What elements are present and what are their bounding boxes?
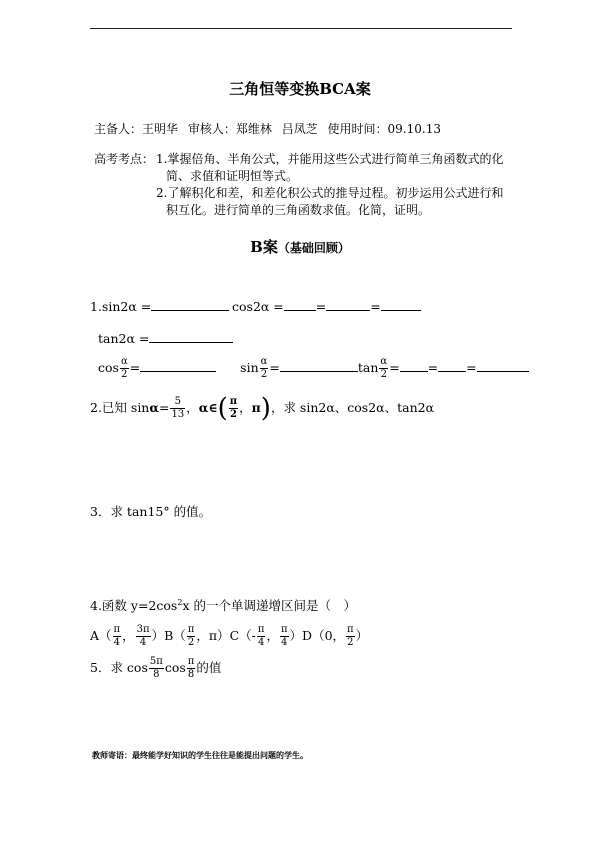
answer-blank[interactable] xyxy=(438,359,466,372)
reviewer-2: 吕凤芝 xyxy=(281,122,318,136)
exam-point-2-line-1: 2.了解积化和差，和差化积公式的推导过程。初步运用公式进行和 xyxy=(156,186,504,200)
answer-blank[interactable] xyxy=(149,330,233,343)
exam-point-2-line-2: 积互化。进行简单的三角函数求值。化简，证明。 xyxy=(166,203,431,217)
usage-date: 使用时间：09.10.13 xyxy=(327,122,441,136)
fraction: $\frac{\pi}{8}$ xyxy=(187,656,195,680)
answer-blank[interactable] xyxy=(381,298,421,311)
author-line xyxy=(94,120,447,137)
answer-blank[interactable] xyxy=(151,298,229,311)
exam-point-1-line-1: 1.掌握倍角、半角公式，并能用这些公式进行简单三角函数式的化 xyxy=(156,152,504,166)
question-4-options xyxy=(90,624,368,649)
exam-points-label: 高考考点： xyxy=(94,152,155,166)
q1-sin2: 1.sin2α = xyxy=(90,298,229,314)
fraction: $\frac{\pi}{2}$ xyxy=(229,396,238,420)
section-heading xyxy=(0,236,600,257)
option-a[interactable]: A（ $\frac{\pi}{4}$ ， $\frac{3\pi}{4}$ ） xyxy=(90,624,165,648)
fraction: $\frac{5\pi}{8}$ xyxy=(149,656,163,680)
page-title: 三角恒等变换BCA案 xyxy=(229,80,371,98)
answer-blank[interactable] xyxy=(284,298,316,311)
q1-cos2: cos2α = = = xyxy=(232,298,421,314)
fraction: $\frac{\alpha}{2}$ xyxy=(380,356,388,380)
answer-blank[interactable] xyxy=(280,359,358,372)
question-5: 5．求 cos $\frac{5\pi}{8}$ cos $\frac{\pi}{8}$ 的值 xyxy=(90,656,222,680)
teacher-message xyxy=(92,750,308,761)
fraction: $\frac{5}{13}$ xyxy=(171,396,185,420)
question-4: 4.函数 $y=2\cos^2x$ 的一个单调递增区间是（ ） xyxy=(90,597,356,613)
fraction: $\frac{\alpha}{2}$ xyxy=(120,356,128,380)
option-c[interactable]: C（- $\frac{\pi}{4}$ ， $\frac{\pi}{4}$ ） xyxy=(229,624,303,648)
option-d[interactable]: D（0， $\frac{\pi}{2}$ ） xyxy=(302,624,369,648)
answer-blank[interactable] xyxy=(140,359,216,372)
teacher-message-label: 教师寄语： xyxy=(92,750,132,760)
answer-blank[interactable] xyxy=(400,359,428,372)
author: 主备人：王明华 xyxy=(94,122,179,136)
section-subtitle: （基础回顾） xyxy=(277,241,350,255)
q1-tan2: tan2α = xyxy=(98,330,233,346)
answer-blank[interactable] xyxy=(326,298,370,311)
question-2: 2.已知 sinα= $\frac{5}{13}$ ，α∈( $\frac{\pi}{2}$ ，π)，求 sin2α、cos2α、tan2α xyxy=(90,393,435,424)
reviewer: 审核人：郑维林 xyxy=(187,122,272,136)
answer-blank[interactable] xyxy=(477,359,529,372)
section-title: B案 xyxy=(250,238,278,256)
q1-half-angle-row: cos $\frac{\alpha}{2}$ = sin $\frac{\alpha}{2}$ = tan $\frac{\alpha}{2}$ = = = xyxy=(98,356,529,381)
exam-point-1-line-2: 简、求值和证明恒等式。 xyxy=(166,169,299,183)
fraction: $\frac{\alpha}{2}$ xyxy=(260,356,268,380)
option-b[interactable]: B（ $\frac{\pi}{2}$ ，π） xyxy=(164,624,230,648)
header-rule xyxy=(90,28,512,29)
question-3: 3．求 tan15° 的值。 xyxy=(90,504,212,519)
teacher-message-text: 最终能学好知识的学生往往是能提出问题的学生。 xyxy=(132,750,308,760)
